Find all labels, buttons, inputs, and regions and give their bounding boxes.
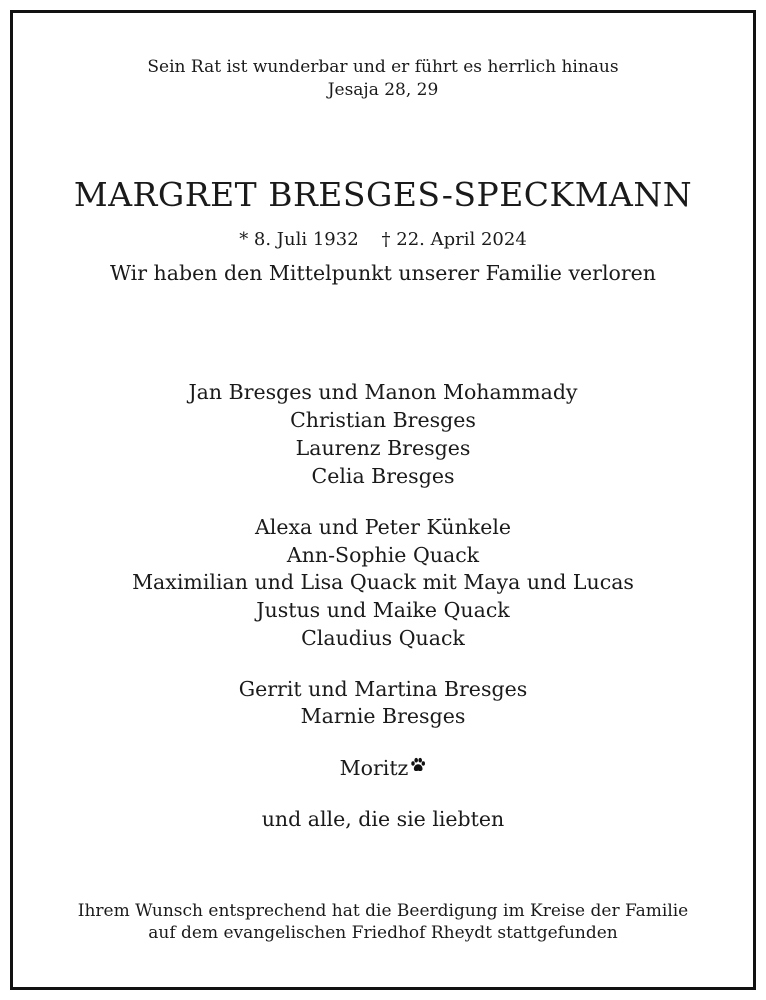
mourner-line: Gerrit und Martina Bresges xyxy=(238,677,528,701)
verse-reference: Jesaja 28, 29 xyxy=(327,80,439,100)
life-dates: * 8. Juli 1932 † 22. April 2024 xyxy=(239,229,527,250)
mourner-line: Ann-Sophie Quack xyxy=(286,543,480,567)
mourner-line: Justus und Maike Quack xyxy=(256,598,510,622)
pet-name: Moritz xyxy=(339,756,409,780)
mourner-line: Laurenz Bresges xyxy=(295,436,471,460)
notice-border xyxy=(10,10,756,990)
pet-line xyxy=(0,757,766,779)
paw-icon xyxy=(410,757,426,773)
mourner-line: Jan Bresges und Manon Mohammady xyxy=(188,380,578,404)
deceased-name: MARGRET BRESGES-SPECKMANN xyxy=(73,175,693,214)
mourner-line: Alexa und Peter Künkele xyxy=(254,515,512,539)
mourner-line: Celia Bresges xyxy=(311,464,455,488)
bible-verse: Sein Rat ist wunderbar und er führt es herrlich hinaus xyxy=(147,57,619,77)
closing-line: auf dem evangelischen Friedhof Rheydt stattgefunden xyxy=(148,923,618,943)
mourner-line: Marnie Bresges xyxy=(300,704,466,728)
mourner-line: Maximilian und Lisa Quack mit Maya und Lucas xyxy=(132,570,634,594)
tagline: Wir haben den Mittelpunkt unserer Familie verloren xyxy=(109,261,657,285)
mourner-line: Christian Bresges xyxy=(290,408,476,432)
mourner-line: Claudius Quack xyxy=(301,626,465,650)
others-line: und alle, die sie liebten xyxy=(261,807,505,831)
closing-line: Ihrem Wunsch entsprechend hat die Beerdigung im Kreise der Familie xyxy=(77,901,689,921)
